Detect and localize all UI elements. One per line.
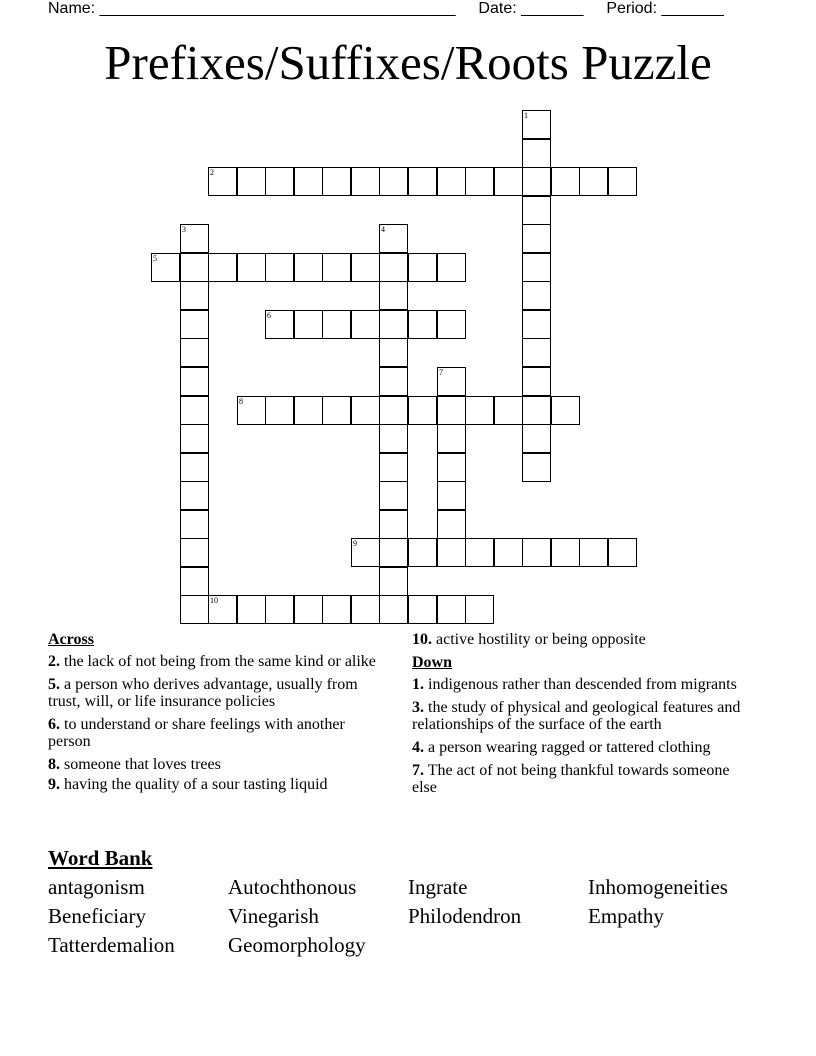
grid-cell[interactable] (180, 510, 209, 539)
clue-number-label: 8 (239, 397, 243, 406)
grid-cell[interactable] (522, 453, 551, 482)
grid-cell[interactable] (180, 396, 209, 425)
grid-cell[interactable] (208, 167, 237, 196)
grid-cell[interactable] (379, 538, 408, 567)
name-label: Name: (48, 0, 96, 17)
grid-cell[interactable] (494, 396, 523, 425)
grid-cell[interactable] (408, 595, 437, 624)
date-blank[interactable]: _______ (521, 0, 584, 17)
period-blank[interactable]: _______ (661, 0, 724, 17)
clue-text: to understand or share feelings with another person (48, 716, 345, 750)
grid-cell[interactable] (551, 538, 580, 567)
header-line (48, 0, 724, 20)
clue-down-3 (412, 699, 752, 733)
grid-cell[interactable] (294, 167, 323, 196)
grid-cell[interactable] (208, 595, 237, 624)
grid-cell[interactable] (351, 595, 380, 624)
clue-across-9 (48, 776, 384, 793)
grid-cell[interactable] (522, 139, 551, 168)
grid-cell[interactable] (494, 167, 523, 196)
grid-cell[interactable] (294, 253, 323, 282)
grid-cell[interactable] (180, 281, 209, 310)
grid-cell[interactable] (180, 224, 209, 253)
clue-down-1 (412, 676, 752, 693)
grid-cell[interactable] (180, 310, 209, 339)
grid-cell[interactable] (437, 453, 466, 482)
grid-cell[interactable] (351, 396, 380, 425)
clue-number-label: 5 (153, 254, 157, 263)
grid-cell[interactable] (522, 538, 551, 567)
clue-text: someone that loves trees (64, 756, 221, 773)
down-heading: Down (412, 654, 453, 671)
grid-cell[interactable] (437, 253, 466, 282)
clue-number: 9. (48, 776, 60, 793)
grid-cell[interactable] (151, 253, 180, 282)
grid-cell[interactable] (522, 338, 551, 367)
grid-cell[interactable] (437, 367, 466, 396)
grid-cell[interactable] (237, 253, 266, 282)
clue-across-10 (412, 631, 752, 648)
clue-text: indigenous rather than descended from migrants (428, 676, 737, 693)
clue-number: 1. (412, 676, 424, 693)
grid-cell[interactable] (408, 396, 437, 425)
clue-number: 2. (48, 653, 60, 670)
grid-cell[interactable] (408, 253, 437, 282)
date-label: Date: (478, 0, 517, 17)
grid-cell[interactable] (522, 253, 551, 282)
grid-cell[interactable] (379, 595, 408, 624)
grid-cell[interactable] (180, 424, 209, 453)
grid-cell[interactable] (180, 367, 209, 396)
grid-cell[interactable] (379, 367, 408, 396)
grid-cell[interactable] (437, 396, 466, 425)
grid-cell[interactable] (180, 453, 209, 482)
grid-cell[interactable] (379, 281, 408, 310)
name-blank[interactable]: ________________________________________ (99, 0, 456, 17)
clue-number: 10. (412, 631, 432, 648)
grid-cell[interactable] (465, 396, 494, 425)
grid-cell[interactable] (322, 253, 351, 282)
grid-cell[interactable] (265, 167, 294, 196)
clue-number-label: 3 (182, 225, 186, 234)
grid-cell[interactable] (408, 310, 437, 339)
clue-number: 5. (48, 676, 60, 693)
clue-across-2 (48, 653, 384, 670)
grid-cell[interactable] (522, 281, 551, 310)
clue-across-5 (48, 676, 384, 710)
across-clues (48, 631, 384, 799)
grid-cell[interactable] (265, 396, 294, 425)
grid-cell[interactable] (437, 424, 466, 453)
word-bank-item: Ingrate (408, 875, 468, 899)
word-bank-item: Inhomogeneities (588, 875, 728, 899)
clue-across-6 (48, 716, 384, 750)
word-bank (48, 875, 768, 957)
grid-cell[interactable] (579, 538, 608, 567)
clue-text: a person who derives advantage, usually from trust, will, or life insurance policies (48, 676, 358, 710)
clue-number-label: 9 (353, 539, 357, 548)
clue-number-label: 1 (524, 111, 528, 120)
word-bank-item: Vinegarish (228, 904, 319, 928)
clue-text: active hostility or being opposite (436, 631, 646, 648)
clue-number: 8. (48, 756, 60, 773)
word-bank-item: antagonism (48, 875, 145, 899)
clue-number-label: 2 (210, 168, 214, 177)
grid-cell[interactable] (465, 167, 494, 196)
grid-cell[interactable] (351, 253, 380, 282)
grid-cell[interactable] (237, 595, 266, 624)
clue-text: having the quality of a sour tasting liquid (64, 776, 328, 793)
grid-cell[interactable] (522, 396, 551, 425)
grid-cell[interactable] (322, 310, 351, 339)
grid-cell[interactable] (551, 396, 580, 425)
grid-cell[interactable] (322, 396, 351, 425)
period-label: Period: (606, 0, 658, 17)
grid-cell[interactable] (408, 167, 437, 196)
grid-cell[interactable] (379, 424, 408, 453)
across-heading: Across (48, 631, 94, 648)
grid-cell[interactable] (294, 310, 323, 339)
grid-cell[interactable] (579, 167, 608, 196)
grid-cell[interactable] (522, 224, 551, 253)
clue-number: 3. (412, 699, 424, 716)
clue-across-8 (48, 756, 384, 773)
grid-cell[interactable] (379, 453, 408, 482)
grid-cell[interactable] (180, 481, 209, 510)
grid-cell[interactable] (522, 310, 551, 339)
grid-cell[interactable] (322, 167, 351, 196)
grid-cell[interactable] (437, 595, 466, 624)
grid-cell[interactable] (608, 167, 637, 196)
clue-number-label: 10 (210, 596, 218, 605)
grid-cell[interactable] (265, 595, 294, 624)
grid-cell[interactable] (465, 538, 494, 567)
grid-cell[interactable] (379, 567, 408, 596)
word-bank-title: Word Bank (48, 846, 153, 870)
grid-cell[interactable] (437, 310, 466, 339)
grid-cell[interactable] (379, 338, 408, 367)
word-bank-item: Autochthonous (228, 875, 357, 899)
grid-cell[interactable] (351, 538, 380, 567)
right-clues-column (412, 631, 752, 802)
grid-cell[interactable] (522, 424, 551, 453)
word-bank-item: Empathy (588, 904, 664, 928)
grid-cell[interactable] (437, 167, 466, 196)
grid-cell[interactable] (180, 338, 209, 367)
word-bank-item: Beneficiary (48, 904, 146, 928)
grid-cell[interactable] (180, 567, 209, 596)
grid-cell[interactable] (379, 481, 408, 510)
clue-text: The act of not being thankful towards someone else (412, 762, 730, 796)
grid-cell[interactable] (265, 310, 294, 339)
grid-cell[interactable] (379, 167, 408, 196)
grid-cell[interactable] (351, 167, 380, 196)
grid-cell[interactable] (522, 367, 551, 396)
grid-cell[interactable] (379, 253, 408, 282)
grid-cell[interactable] (551, 167, 580, 196)
clue-number: 6. (48, 716, 60, 733)
clue-down-7 (412, 762, 752, 796)
clue-number-label: 6 (267, 311, 271, 320)
grid-cell[interactable] (379, 396, 408, 425)
grid-cell[interactable] (522, 110, 551, 139)
grid-cell[interactable] (265, 253, 294, 282)
grid-cell[interactable] (180, 538, 209, 567)
grid-cell[interactable] (294, 595, 323, 624)
word-bank-item: Philodendron (408, 904, 522, 928)
grid-cell[interactable] (437, 510, 466, 539)
grid-cell[interactable] (379, 310, 408, 339)
grid-cell[interactable] (494, 538, 523, 567)
grid-cell[interactable] (294, 396, 323, 425)
clue-number-label: 4 (381, 225, 385, 234)
grid-cell[interactable] (437, 538, 466, 567)
clue-text: the lack of not being from the same kind or alike (64, 653, 376, 670)
grid-cell[interactable] (465, 595, 494, 624)
grid-cell[interactable] (379, 224, 408, 253)
grid-cell[interactable] (522, 167, 551, 196)
grid-cell[interactable] (437, 481, 466, 510)
clue-number: 7. (412, 762, 424, 779)
clue-text: the study of physical and geological features and relationships of the surface of the earth (412, 699, 741, 733)
clue-down-4 (412, 739, 752, 756)
grid-cell[interactable] (608, 538, 637, 567)
grid-cell[interactable] (322, 595, 351, 624)
grid-cell[interactable] (237, 396, 266, 425)
word-bank-item: Geomorphology (228, 933, 366, 957)
grid-cell[interactable] (208, 253, 237, 282)
grid-cell[interactable] (522, 196, 551, 225)
clue-number-label: 7 (439, 368, 443, 377)
grid-cell[interactable] (351, 310, 380, 339)
clue-text: a person wearing ragged or tattered clothing (428, 739, 711, 756)
page-title: Prefixes/Suffixes/Roots Puzzle (104, 35, 712, 90)
grid-cell[interactable] (180, 253, 209, 282)
grid-cell[interactable] (237, 167, 266, 196)
clue-number: 4. (412, 739, 424, 756)
grid-cell[interactable] (379, 510, 408, 539)
grid-cell[interactable] (180, 595, 209, 624)
word-bank-item: Tatterdemalion (48, 933, 175, 957)
grid-cell[interactable] (408, 538, 437, 567)
